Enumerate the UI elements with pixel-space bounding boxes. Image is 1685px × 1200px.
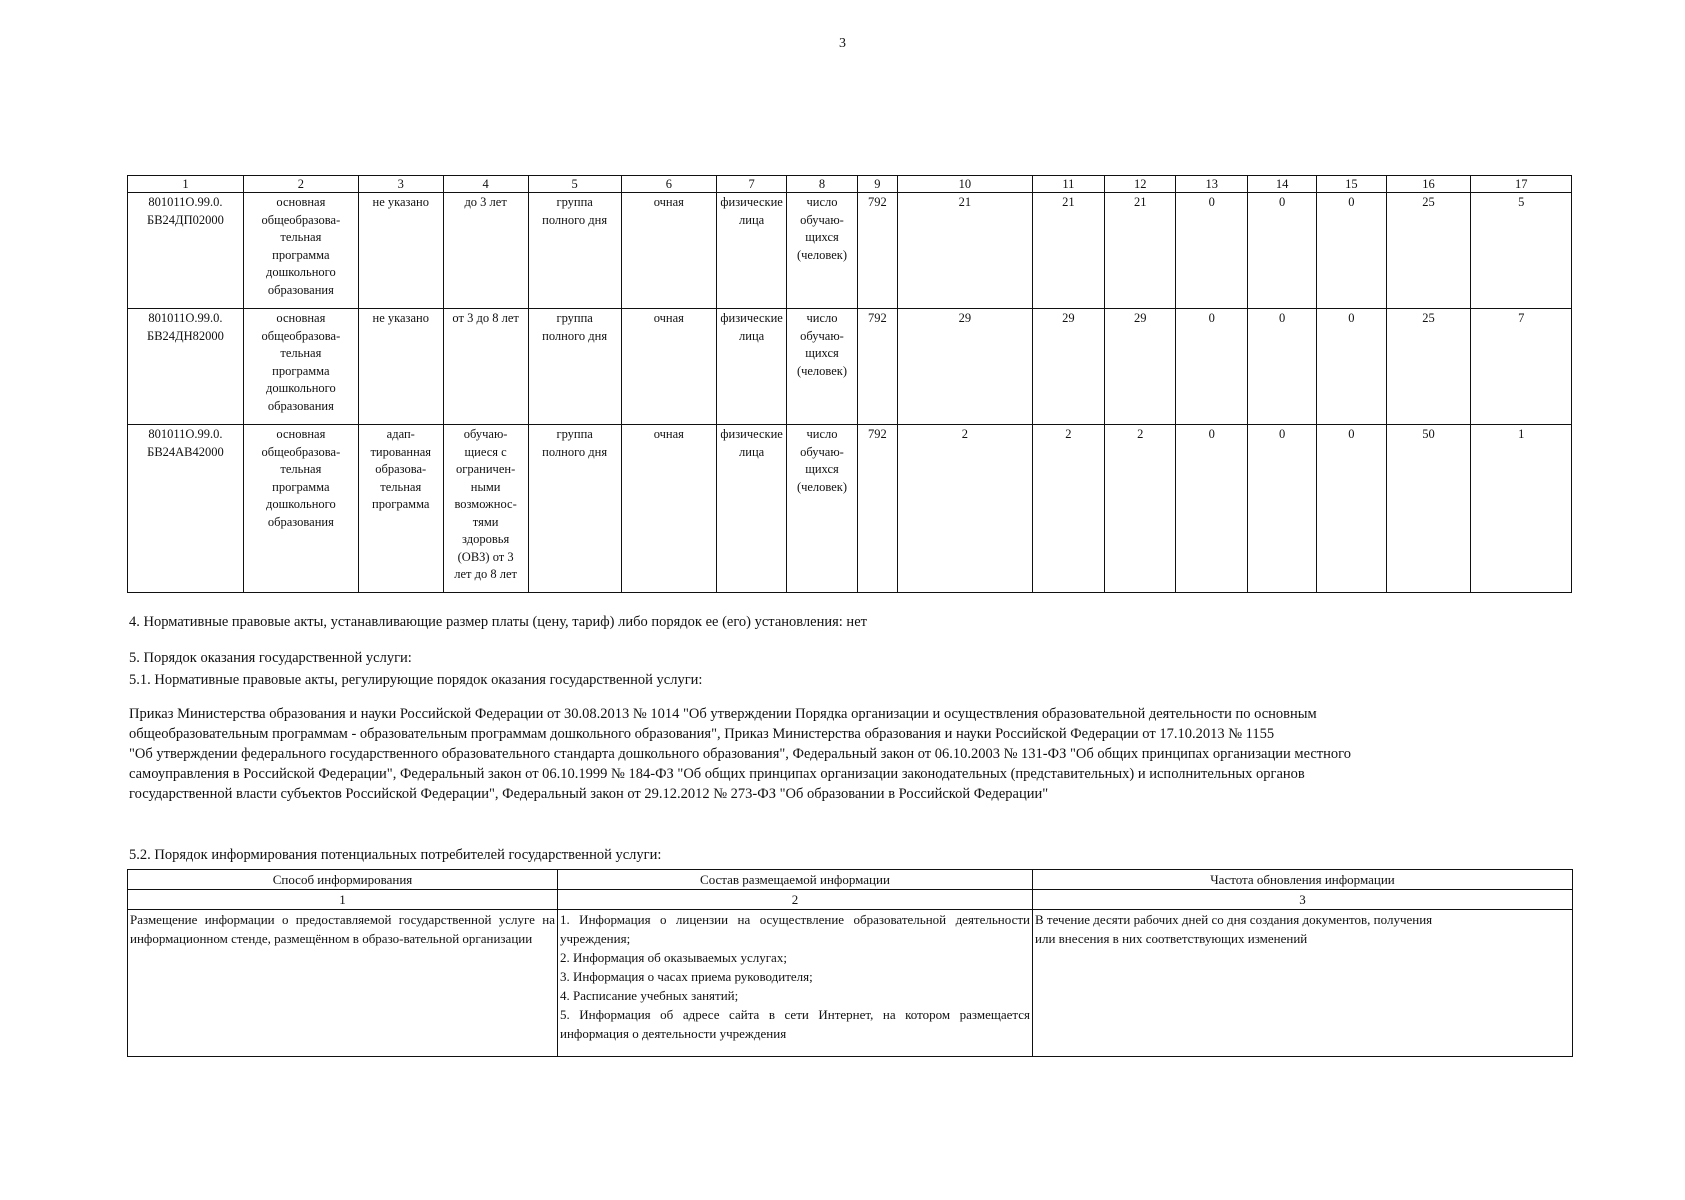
table-cell: 0 xyxy=(1317,309,1386,425)
table-row xyxy=(128,193,1572,309)
table-cell: от 3 до 8 лет xyxy=(443,309,528,425)
table-row xyxy=(128,910,1573,1057)
column-number: 13 xyxy=(1176,176,1247,193)
table-cell: основная общеобразова- тельная программа дошкольного образования xyxy=(243,425,358,593)
table-cell: 7 xyxy=(1471,309,1572,425)
table-cell: 792 xyxy=(857,425,897,593)
table-cell: 0 xyxy=(1176,425,1247,593)
column-header: Частота обновления информации xyxy=(1033,870,1573,890)
table-row xyxy=(128,309,1572,425)
table-cell: 0 xyxy=(1317,425,1386,593)
column-number: 2 xyxy=(558,890,1033,910)
column-number: 5 xyxy=(528,176,621,193)
table-cell: 792 xyxy=(857,309,897,425)
information-method-cell: Размещение информации о предоставляемой государственной услуге на информационном стенде, размещённом в образо-вательной организации xyxy=(128,910,558,1057)
table-cell: 0 xyxy=(1176,309,1247,425)
information-procedure-table xyxy=(127,869,1573,1057)
page-number: 3 xyxy=(839,36,846,51)
table-cell: 29 xyxy=(1105,309,1176,425)
table-cell: основная общеобразова- тельная программа дошкольного образования xyxy=(243,309,358,425)
column-number: 2 xyxy=(243,176,358,193)
table-cell: 29 xyxy=(1032,309,1104,425)
table-cell: число обучаю- щихся (человек) xyxy=(787,425,857,593)
table-cell: не указано xyxy=(358,309,443,425)
table-cell: 0 xyxy=(1317,193,1386,309)
column-number: 15 xyxy=(1317,176,1386,193)
table-row xyxy=(128,425,1572,593)
section-5-2-heading: 5.2. Порядок информирования потенциальных потребителей государственной услуги: xyxy=(129,847,662,863)
table-cell: не указано xyxy=(358,193,443,309)
column-number: 7 xyxy=(716,176,786,193)
table-cell: 25 xyxy=(1386,193,1471,309)
column-number: 9 xyxy=(857,176,897,193)
table-cell: 5 xyxy=(1471,193,1572,309)
column-number: 14 xyxy=(1247,176,1316,193)
table-cell: 21 xyxy=(1105,193,1176,309)
table-cell: основная общеобразова- тельная программа дошкольного образования xyxy=(243,193,358,309)
table-cell: 0 xyxy=(1247,425,1316,593)
update-frequency-cell: В течение десяти рабочих дней со дня создания документов, получения или внесения в них соответствующих изменений xyxy=(1033,910,1573,1057)
column-number: 1 xyxy=(128,176,244,193)
table-cell: 50 xyxy=(1386,425,1471,593)
table-cell: физические лица xyxy=(716,193,786,309)
table-cell: физические лица xyxy=(716,309,786,425)
table-cell: очная xyxy=(621,425,716,593)
column-number: 3 xyxy=(1033,890,1573,910)
table-cell: очная xyxy=(621,193,716,309)
column-number: 11 xyxy=(1032,176,1104,193)
table-cell: число обучаю- щихся (человек) xyxy=(787,193,857,309)
column-number: 6 xyxy=(621,176,716,193)
table-cell: обучаю- щиеся с ограничен- ными возможнос- тями здоровья (ОВЗ) от 3 лет до 8 лет xyxy=(443,425,528,593)
table-cell: 25 xyxy=(1386,309,1471,425)
table-number-row xyxy=(128,890,1573,910)
legal-acts-text: Приказ Министерства образования и науки Российской Федерации от 30.08.2013 № 1014 "Об утверждении Порядка организации и осуществления образовательной деятельности по основным общеобразовательным программам - образовательным программам дошкольного образования", Приказ Министерства образования и науки Российской Федерации от 17.10.2013 № 1155 "Об утверждении федерального государственного образовательного стандарта дошкольного образования", Федеральный закон от 06.10.2003 № 131-ФЗ "Об общих принципах организации местного самоуправления в Российской Федерации", Федеральный закон от 06.10.1999 № 184-ФЗ "Об общих принципах организации законодательных (представительных) и исполнительных органов государственной власти субъектов Российской Федерации", Федеральный закон от 29.12.2012 № 273-ФЗ "Об образовании в Российской Федерации" xyxy=(129,706,1351,802)
column-number: 17 xyxy=(1471,176,1572,193)
table-cell: группа полного дня xyxy=(528,425,621,593)
section-4-text: 4. Нормативные правовые акты, устанавливающие размер платы (цену, тариф) либо порядок ее (его) установления: нет xyxy=(129,614,867,630)
column-number: 1 xyxy=(128,890,558,910)
column-number: 4 xyxy=(443,176,528,193)
table-cell: 801011О.99.0. БВ24АВ42000 xyxy=(128,425,244,593)
table-cell: группа полного дня xyxy=(528,309,621,425)
table-cell: 29 xyxy=(898,309,1033,425)
column-number: 16 xyxy=(1386,176,1471,193)
table-cell: 2 xyxy=(1105,425,1176,593)
table-cell: 792 xyxy=(857,193,897,309)
section-5-heading: 5. Порядок оказания государственной услуги: xyxy=(129,650,412,666)
table-cell: 21 xyxy=(898,193,1033,309)
table-cell: 2 xyxy=(1032,425,1104,593)
column-number: 8 xyxy=(787,176,857,193)
column-header: Способ информирования xyxy=(128,870,558,890)
table-cell: 21 xyxy=(1032,193,1104,309)
table-cell: очная xyxy=(621,309,716,425)
table-cell: до 3 лет xyxy=(443,193,528,309)
table-cell: число обучаю- щихся (человек) xyxy=(787,309,857,425)
table-cell: 2 xyxy=(898,425,1033,593)
section-5-1-heading: 5.1. Нормативные правовые акты, регулирующие порядок оказания государственной услуги: xyxy=(129,672,703,688)
table-cell: 0 xyxy=(1247,309,1316,425)
table-cell: 801011О.99.0. БВ24ДП02000 xyxy=(128,193,244,309)
table-cell: адап- тированная образова- тельная программа xyxy=(358,425,443,593)
table-cell: 0 xyxy=(1176,193,1247,309)
column-header: Состав размещаемой информации xyxy=(558,870,1033,890)
column-number: 12 xyxy=(1105,176,1176,193)
table-cell: 0 xyxy=(1247,193,1316,309)
table-cell: физические лица xyxy=(716,425,786,593)
service-volume-table xyxy=(127,175,1572,593)
information-content-cell: 1. Информация о лицензии на осуществление образовательной деятельности учреждения; 2. Информация об оказываемых услугах; 3. Информация о часах приема руководителя; 4. Расписание учебных занятий; 5. Информация об адресе сайта в сети Интернет, на котором размещается информация о деятельности учреждения xyxy=(558,910,1033,1057)
table-header-row xyxy=(128,176,1572,193)
table-cell: 1 xyxy=(1471,425,1572,593)
table-header-row xyxy=(128,870,1573,890)
table-cell: группа полного дня xyxy=(528,193,621,309)
column-number: 10 xyxy=(898,176,1033,193)
table-cell: 801011О.99.0. БВ24ДН82000 xyxy=(128,309,244,425)
column-number: 3 xyxy=(358,176,443,193)
